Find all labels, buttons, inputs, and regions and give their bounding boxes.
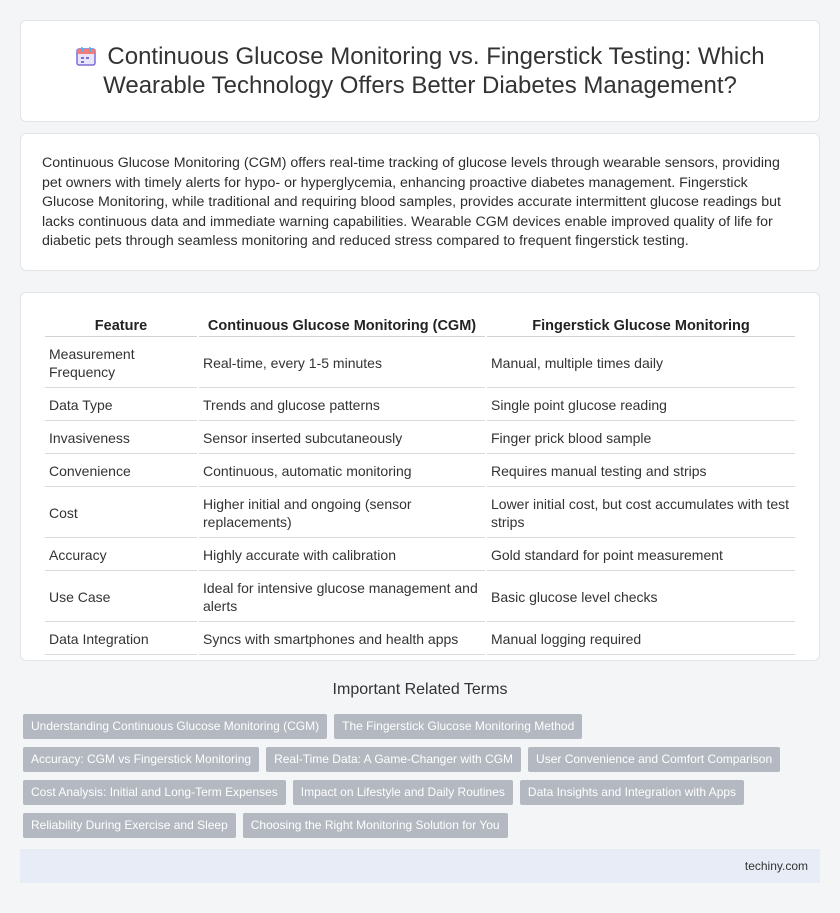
table-cell-cgm: Syncs with smartphones and health apps — [199, 624, 485, 655]
related-tag[interactable]: Impact on Lifestyle and Daily Routines — [293, 780, 513, 805]
table-cell-cgm: Continuous, automatic monitoring — [199, 456, 485, 487]
related-tag[interactable]: Reliability During Exercise and Sleep — [23, 813, 236, 838]
table-cell-cgm: Ideal for intensive glucose management and alerts — [199, 573, 485, 622]
table-cell-fingerstick: Requires manual testing and strips — [487, 456, 795, 487]
table-cell-feature: Data Integration — [45, 624, 197, 655]
table-cell-cgm: Higher initial and ongoing (sensor replacements) — [199, 489, 485, 538]
table-cell-feature: Measurement Frequency — [45, 339, 197, 388]
table-cell-feature: Accuracy — [45, 540, 197, 571]
table-cell-fingerstick: Manual, multiple times daily — [487, 339, 795, 388]
related-tag[interactable]: Accuracy: CGM vs Fingerstick Monitoring — [23, 747, 259, 772]
table-cell-feature: Data Type — [45, 390, 197, 421]
table-cell-fingerstick: Single point glucose reading — [487, 390, 795, 421]
table-cell-fingerstick: Basic glucose level checks — [487, 573, 795, 622]
related-tag[interactable]: User Convenience and Comfort Comparison — [528, 747, 780, 772]
related-tag[interactable]: Data Insights and Integration with Apps — [520, 780, 744, 805]
related-terms-tags — [23, 714, 813, 838]
related-tag[interactable]: Real-Time Data: A Game-Changer with CGM — [266, 747, 521, 772]
table-row — [45, 423, 795, 454]
table-header-row — [45, 315, 795, 337]
related-tag[interactable]: Understanding Continuous Glucose Monitoring (CGM) — [23, 714, 327, 739]
comparison-table-card — [20, 292, 820, 661]
table-row — [45, 456, 795, 487]
related-tag[interactable]: Cost Analysis: Initial and Long-Term Expenses — [23, 780, 286, 805]
table-cell-feature: Cost — [45, 489, 197, 538]
related-tag[interactable]: The Fingerstick Glucose Monitoring Method — [334, 714, 582, 739]
footer-site-link[interactable]: techiny.com — [744, 859, 808, 873]
table-row — [45, 390, 795, 421]
table-cell-cgm: Trends and glucose patterns — [199, 390, 485, 421]
page-title-text: Continuous Glucose Monitoring vs. Fingerstick Testing: Which Wearable Technology Offers Better Diabetes Management? — [103, 43, 765, 99]
calendar-icon — [75, 45, 97, 67]
intro-paragraph: Continuous Glucose Monitoring (CGM) offers real-time tracking of glucose levels through wearable sensors, providing pet owners with timely alerts for hypo- or hyperglycemia, enhancing proactive diabetes management. Fingerstick Glucose Monitoring, while traditional and requiring blood samples, provides accurate intermittent glucose readings but lacks continuous data and immediate warning capabilities. Wearable CGM devices enable improved quality of life for diabetic pets through seamless monitoring and reduced stress compared to frequent fingerstick testing. — [42, 155, 781, 249]
table-row — [45, 624, 795, 655]
table-cell-cgm: Sensor inserted subcutaneously — [199, 423, 485, 454]
table-cell-fingerstick: Manual logging required — [487, 624, 795, 655]
comparison-table — [43, 313, 797, 657]
table-cell-feature: Convenience — [45, 456, 197, 487]
related-terms-title: Important Related Terms — [332, 681, 508, 698]
table-row — [45, 573, 795, 622]
table-cell-fingerstick: Gold standard for point measurement — [487, 540, 795, 571]
table-cell-fingerstick: Finger prick blood sample — [487, 423, 795, 454]
table-cell-fingerstick: Lower initial cost, but cost accumulates with test strips — [487, 489, 795, 538]
page-title — [61, 42, 779, 100]
intro-card — [20, 133, 820, 271]
table-row — [45, 339, 795, 388]
table-header-fingerstick: Fingerstick Glucose Monitoring — [487, 315, 795, 337]
table-header-cgm: Continuous Glucose Monitoring (CGM) — [199, 315, 485, 337]
table-cell-cgm: Highly accurate with calibration — [199, 540, 485, 571]
table-row — [45, 489, 795, 538]
table-header-feature: Feature — [45, 315, 197, 337]
table-cell-cgm: Real-time, every 1-5 minutes — [199, 339, 485, 388]
table-cell-feature: Use Case — [45, 573, 197, 622]
footer — [20, 849, 820, 883]
title-card — [20, 20, 820, 122]
table-row — [45, 540, 795, 571]
table-cell-feature: Invasiveness — [45, 423, 197, 454]
related-tag[interactable]: Choosing the Right Monitoring Solution for You — [243, 813, 508, 838]
